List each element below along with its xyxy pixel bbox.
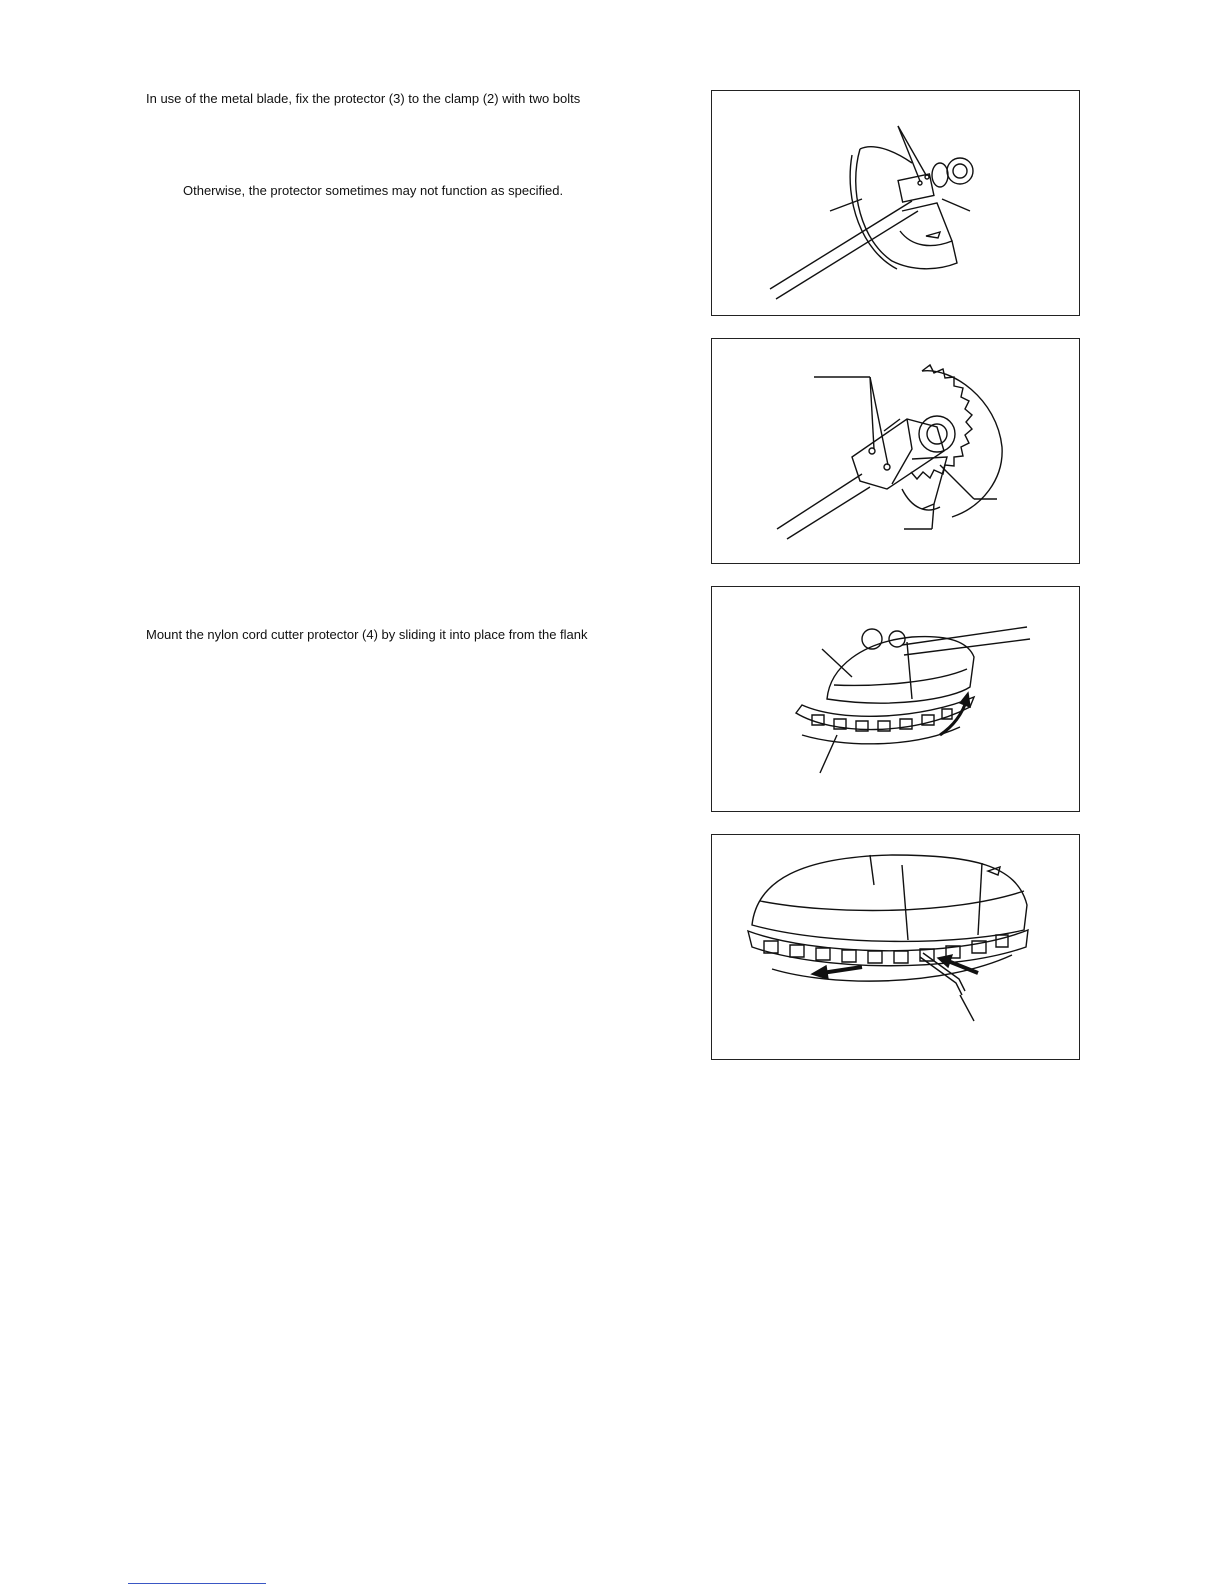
figure-nylon-protector-hex-key (711, 834, 1080, 1060)
figure-protector-clamp (711, 90, 1080, 316)
figure-metal-blade-clamp (711, 338, 1080, 564)
figure-protector-clamp-drawing (712, 91, 1079, 315)
figure-nylon-protector-slide (711, 586, 1080, 812)
figure-metal-blade-clamp-drawing (712, 339, 1079, 563)
instruction-warning: Otherwise, the protector sometimes may not function as specified. (183, 183, 564, 198)
figure-nylon-protector-hex-key-drawing (712, 835, 1079, 1059)
figure-nylon-protector-slide-drawing (712, 587, 1079, 811)
instruction-metal-blade: In use of the metal blade, fix the protector (3) to the clamp (2) with two bolts (146, 91, 581, 106)
footer-rule (128, 1583, 266, 1584)
instruction-nylon-cord: Mount the nylon cord cutter protector (4) by sliding it into place from the flank (146, 627, 588, 642)
